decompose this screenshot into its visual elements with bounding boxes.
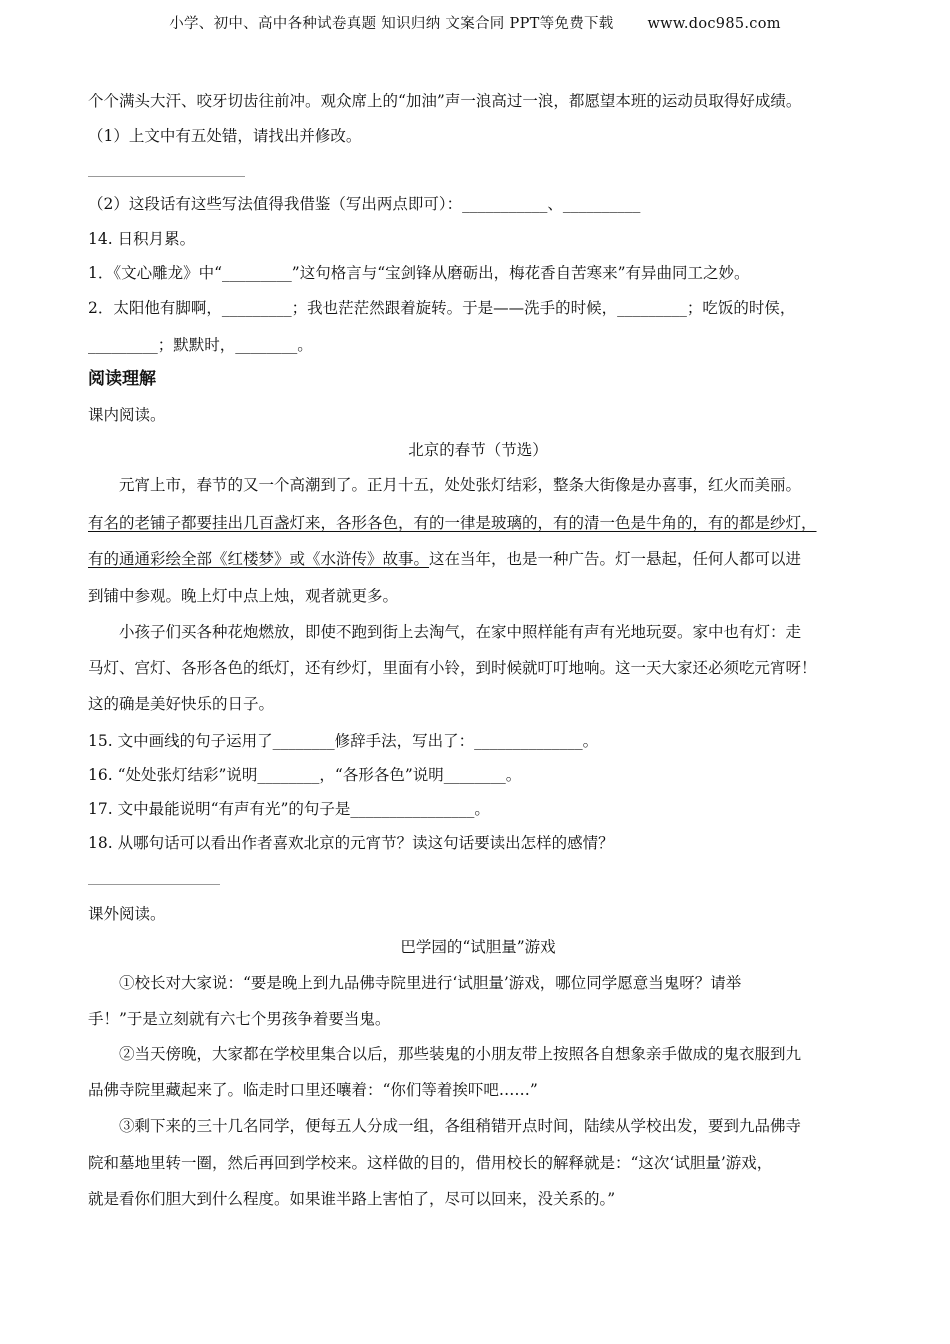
header-url[interactable]: www.doc985.com — [647, 16, 781, 32]
question-line: 1．《文心雕龙》中“_________”这句格言与“宝剑锋从磨砺出，梅花香自苦寒来”有异曲同工之妙。 — [88, 264, 750, 282]
question-number-16: 16. “处处张灯结彩”说明________，“各形各色”说明________。 — [88, 766, 522, 784]
passage-line: 就是看你们胆大到什么程度。如果谁半路上害怕了，尽可以回来，没关系的。” — [88, 1190, 616, 1208]
section-heading: 阅读理解 — [88, 369, 156, 389]
passage-title: 北京的春节（节选） — [408, 441, 548, 459]
question-line: 2．太阳他有脚啊，_________；我也茫茫然跟着旋转。于是——洗手的时候，_________；吃饭的时侯， — [88, 299, 796, 317]
passage-title: 巴学园的“试胆量”游戏 — [400, 938, 556, 956]
paragraph-line: 个个满头大汗、咬牙切齿往前冲。观众席上的“加油”声一浪高过一浪，都愿望本班的运动员取得好成绩。 — [88, 92, 802, 110]
passage-line: 这的确是美好快乐的日子。 — [88, 695, 275, 713]
question-number-17: 17. 文中最能说明“有声有光”的句子是________________。 — [88, 800, 490, 818]
passage-line: 手！”于是立刻就有六七个男孩争着要当鬼。 — [88, 1010, 391, 1028]
question-line: （2）这段话有这些写法值得我借鉴（写出两点即可）：___________、__________ — [88, 195, 641, 213]
passage-line: ①校长对大家说：“要是晚上到九品佛寺院里进行‘试胆量’游戏，哪位同学愿意当鬼呀？请举 — [119, 974, 742, 992]
passage-text: 这在当年，也是一种广告。灯一悬起，任何人都可以进 — [429, 550, 802, 568]
subsection-label: 课内阅读。 — [88, 406, 166, 424]
subsection-label: 课外阅读。 — [88, 905, 166, 923]
passage-line: 元宵上市，春节的又一个高潮到了。正月十五，处处张灯结彩，整条大街像是办喜事，红火而美丽。 — [119, 476, 802, 494]
passage-line: ③剩下来的三十几名同学，便每五人分成一组，各组稍错开点时间，陆续从学校出发，要到九品佛寺 — [119, 1117, 802, 1135]
passage-line: 到铺中参观。晚上灯中点上烛，观者就更多。 — [88, 587, 399, 605]
answer-blank-line — [88, 884, 220, 885]
question-line: _________；默默时，________。 — [88, 336, 313, 354]
question-number-18: 18. 从哪句话可以看出作者喜欢北京的元宵节？读这句话要读出怎样的感情？ — [88, 834, 614, 852]
passage-line: 院和墓地里转一圈，然后再回到学校来。这样做的目的，借用校长的解释就是：“这次‘试胆量’游戏， — [88, 1154, 773, 1172]
page-header — [0, 12, 950, 33]
question-line: （1）上文中有五处错，请找出并修改。 — [88, 127, 362, 145]
passage-line: ②当天傍晚，大家都在学校里集合以后，那些装鬼的小朋友带上按照各自想象亲手做成的鬼衣服到九 — [119, 1045, 802, 1063]
passage-line — [88, 548, 878, 570]
underlined-sentence: 有的通通彩绘全部《红楼梦》或《水浒传》故事。 — [88, 550, 430, 568]
passage-line: 品佛寺院里藏起来了。临走时口里还嚷着：“你们等着挨吓吧……” — [88, 1081, 538, 1099]
question-number-14: 14. 日积月累。 — [88, 230, 196, 248]
header-text: 小学、初中、高中各种试卷真题 知识归纳 文案合同 PPT等免费下载 — [169, 16, 614, 32]
passage-line: 马灯、宫灯、各形各色的纸灯，还有纱灯，里面有小铃，到时候就叮叮地响。这一天大家还必须吃元宵呀！ — [88, 659, 817, 677]
passage-line: 小孩子们买各种花炮燃放，即使不跑到街上去淘气，在家中照样能有声有光地玩耍。家中也有灯：走 — [119, 623, 802, 641]
underlined-sentence: 有名的老铺子都要挂出几百盏灯来，各形各色，有的一律是玻璃的，有的清一色是牛角的，有的都是纱灯， — [88, 514, 817, 532]
answer-blank-line — [88, 176, 245, 177]
question-number-15: 15. 文中画线的句子运用了________修辞手法，写出了：______________。 — [88, 732, 599, 750]
